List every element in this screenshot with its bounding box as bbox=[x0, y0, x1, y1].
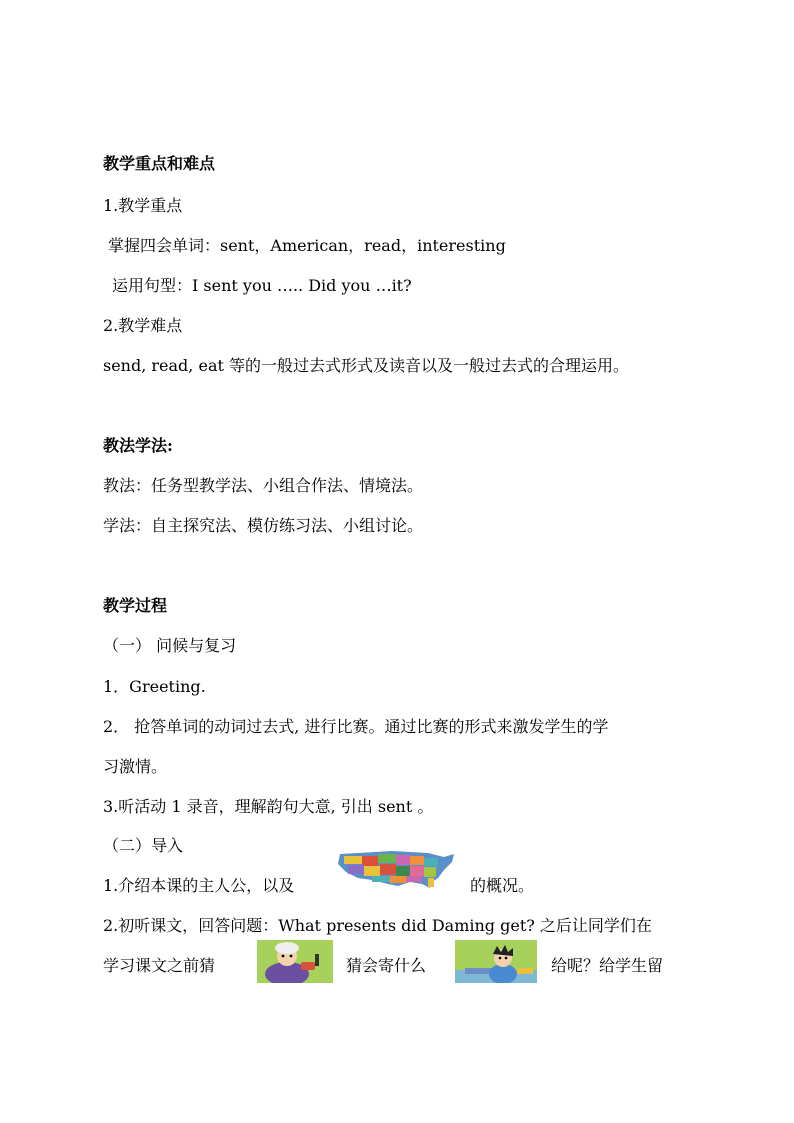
item-listening: 3.听活动 1 录音，理解韵句大意, 引出 sent 。 bbox=[103, 797, 434, 816]
subheading-teaching-focus: 1.教学重点 bbox=[103, 196, 183, 215]
section-heading-methods: 教法学法: bbox=[103, 436, 173, 455]
focus-words: 掌握四会单词：sent，American，read，interesting bbox=[108, 236, 506, 255]
intro-item2-line1: 2.初听课文，回答问题：What presents did Daming get? 之后让同学们在 bbox=[103, 916, 652, 935]
section-heading-key-points: 教学重点和难点 bbox=[103, 154, 216, 173]
teaching-methods: 教法：任务型教学法、小组合作法、情境法。 bbox=[103, 476, 424, 495]
item-contest-line2: 习激情。 bbox=[103, 757, 168, 776]
intro-item1-text-a: 1.介绍本课的主人公，以及 bbox=[103, 876, 295, 895]
intro-item2-line2-c: 给呢？给学生留 bbox=[551, 956, 664, 975]
grandma-cartoon-image bbox=[257, 940, 333, 983]
item-contest-line1: 2． 抢答单词的动词过去式, 进行比赛。通过比赛的形式来激发学生的学 bbox=[103, 717, 609, 736]
item-greeting: 1．Greeting. bbox=[103, 677, 206, 696]
part-greeting-review: （一） 问候与复习 bbox=[103, 636, 237, 655]
subheading-teaching-difficulty: 2.教学难点 bbox=[103, 316, 183, 335]
usa-map-image bbox=[332, 848, 458, 892]
learning-methods: 学法：自主探究法、模仿练习法、小组讨论。 bbox=[103, 516, 424, 535]
boy-cartoon-image bbox=[455, 940, 537, 983]
focus-patterns: 运用句型：I sent you ….. Did you …it? bbox=[112, 276, 412, 295]
intro-item1-text-b: 的概况。 bbox=[470, 876, 535, 895]
intro-item2-line2-a: 学习课文之前猜 bbox=[103, 956, 216, 975]
intro-item2-line2-b: 猜会寄什么 bbox=[346, 956, 427, 975]
part-introduction: （二）导入 bbox=[103, 836, 184, 855]
section-heading-process: 教学过程 bbox=[103, 596, 168, 615]
difficulty-text: send, read, eat 等的一般过去式形式及读音以及一般过去式的合理运用。 bbox=[103, 356, 629, 375]
